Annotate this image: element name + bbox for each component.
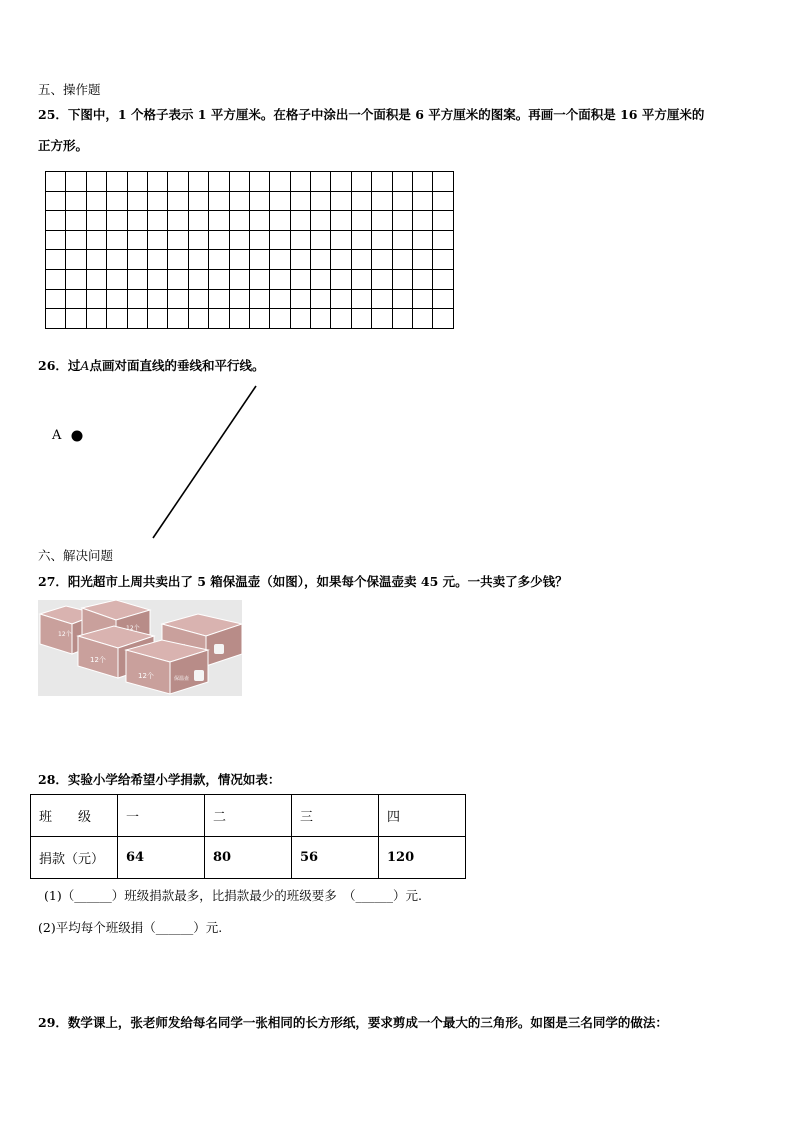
grid-cell[interactable] — [270, 172, 290, 192]
grid-cell[interactable] — [86, 250, 106, 270]
grid-cell[interactable] — [66, 269, 86, 289]
question-25-line1: 25．下图中，1 个格子表示 1 平方厘米。在格子中涂出一个面积是 6 平方厘米的图案。再画一个面积是 16 平方厘米的 — [38, 107, 705, 122]
grid-cell[interactable] — [311, 309, 331, 329]
grid-cell[interactable] — [107, 191, 127, 211]
grid-cell[interactable] — [147, 250, 167, 270]
grid-cell[interactable] — [392, 269, 412, 289]
grid-cell[interactable] — [290, 191, 310, 211]
grid-cell[interactable] — [86, 309, 106, 329]
grid-cell[interactable] — [270, 191, 290, 211]
grid-cell[interactable] — [86, 289, 106, 309]
question-29-text: 29．数学课上，张老师发给每名同学一张相同的长方形纸，要求剪成一个最大的三角形。如图是三名同学的做法： — [38, 1015, 668, 1030]
grid-cell[interactable] — [209, 211, 229, 231]
grid-cell[interactable] — [168, 230, 188, 250]
grid-cell[interactable] — [372, 211, 392, 231]
grid-cell[interactable] — [127, 211, 147, 231]
grid-cell[interactable] — [107, 250, 127, 270]
grid-cell[interactable] — [372, 269, 392, 289]
grid-cell[interactable] — [311, 191, 331, 211]
grid-cell[interactable] — [249, 191, 269, 211]
grid-row — [46, 269, 454, 289]
grid-cell[interactable] — [413, 191, 433, 211]
point-a-label: A — [52, 428, 62, 443]
grid-cell[interactable] — [331, 289, 351, 309]
grid-cell[interactable] — [168, 172, 188, 192]
grid-cell[interactable] — [168, 269, 188, 289]
grid-cell[interactable] — [290, 172, 310, 192]
grid-cell[interactable] — [351, 269, 371, 289]
grid-cell[interactable] — [249, 250, 269, 270]
grid-row — [46, 309, 454, 329]
grid-cell[interactable] — [290, 250, 310, 270]
question-28-sub1: (1)（______）班级捐款最多，比捐款最少的班级要多 （______）元. — [44, 888, 422, 903]
grid-cell[interactable] — [392, 250, 412, 270]
grid-row — [46, 191, 454, 211]
grid-cell[interactable] — [107, 230, 127, 250]
grid-cell[interactable] — [311, 250, 331, 270]
section-five-title: 五、操作题 — [38, 82, 101, 97]
grid-cell[interactable] — [147, 269, 167, 289]
grid-cell[interactable] — [46, 191, 66, 211]
grid-cell[interactable] — [46, 309, 66, 329]
grid-cell[interactable] — [433, 269, 453, 289]
insulated-pot-boxes-picture — [38, 600, 242, 696]
grid-cell[interactable] — [46, 250, 66, 270]
grid-cell[interactable] — [107, 269, 127, 289]
grid-cell[interactable] — [188, 269, 208, 289]
grid-cell[interactable] — [351, 289, 371, 309]
table-cell: 捐款（元） — [31, 837, 118, 879]
grid-cell[interactable] — [433, 211, 453, 231]
grid-cell[interactable] — [229, 211, 249, 231]
grid-cell[interactable] — [86, 191, 106, 211]
grid-cell[interactable] — [147, 289, 167, 309]
grid-cell[interactable] — [290, 309, 310, 329]
grid-cell[interactable] — [209, 230, 229, 250]
grid-cell[interactable] — [107, 211, 127, 231]
grid-cell[interactable] — [209, 309, 229, 329]
grid-cell[interactable] — [66, 250, 86, 270]
grid-cell[interactable] — [413, 250, 433, 270]
grid-cell[interactable] — [372, 250, 392, 270]
grid-cell[interactable] — [66, 191, 86, 211]
question-28-sub2: (2)平均每个班级捐（______）元. — [38, 920, 223, 935]
grid-cell[interactable] — [107, 309, 127, 329]
grid-cell[interactable] — [127, 172, 147, 192]
grid-cell[interactable] — [372, 289, 392, 309]
grid-cell[interactable] — [188, 172, 208, 192]
grid-cell[interactable] — [168, 211, 188, 231]
question-26-prefix: 26．过 — [38, 358, 81, 373]
grid-row — [46, 230, 454, 250]
grid-cell[interactable] — [168, 250, 188, 270]
section-six-title: 六、解决问题 — [38, 548, 114, 563]
point-a-italic: A — [80, 358, 90, 373]
table-cell: 班 级 — [31, 795, 118, 837]
point-a-dot — [72, 431, 83, 442]
grid-cell[interactable] — [311, 211, 331, 231]
grid-cell[interactable] — [351, 250, 371, 270]
grid-cell[interactable] — [229, 230, 249, 250]
grid-cell[interactable] — [392, 289, 412, 309]
grid-cell[interactable] — [413, 230, 433, 250]
grid-cell[interactable] — [413, 269, 433, 289]
grid-cell[interactable] — [331, 172, 351, 192]
grid-cell[interactable] — [249, 172, 269, 192]
grid-cell[interactable] — [209, 191, 229, 211]
grid-cell[interactable] — [270, 289, 290, 309]
grid-cell[interactable] — [270, 211, 290, 231]
donation-table — [30, 794, 466, 879]
grid-cell[interactable] — [433, 230, 453, 250]
grid-cell[interactable] — [229, 172, 249, 192]
grid-cell[interactable] — [311, 269, 331, 289]
grid-cell[interactable] — [433, 289, 453, 309]
grid-cell[interactable] — [311, 230, 331, 250]
grid-cell[interactable] — [249, 269, 269, 289]
grid-cell[interactable] — [249, 309, 269, 329]
grid-cell[interactable] — [392, 230, 412, 250]
question-26-suffix: 点画对面直线的垂线和平行线。 — [89, 358, 265, 373]
grid-cell[interactable] — [331, 309, 351, 329]
grid-cell[interactable] — [311, 172, 331, 192]
grid-cell[interactable] — [86, 230, 106, 250]
table-row-data — [31, 837, 466, 879]
grid-cell[interactable] — [209, 172, 229, 192]
grid-cell[interactable] — [372, 191, 392, 211]
grid-cell[interactable] — [351, 230, 371, 250]
table-cell: 56 — [292, 837, 379, 879]
perpendicular-figure — [0, 380, 320, 540]
grid-cell[interactable] — [351, 211, 371, 231]
grid-cell[interactable] — [66, 230, 86, 250]
grid-cell[interactable] — [392, 172, 412, 192]
grid-cell[interactable] — [433, 172, 453, 192]
grid-cell[interactable] — [46, 230, 66, 250]
grid-cell[interactable] — [413, 172, 433, 192]
grid-cell[interactable] — [351, 172, 371, 192]
grid-cell[interactable] — [229, 250, 249, 270]
grid-cell[interactable] — [46, 289, 66, 309]
table-cell: 四 — [379, 795, 466, 837]
grid-row — [46, 172, 454, 192]
grid-cell[interactable] — [66, 289, 86, 309]
grid-row — [46, 289, 454, 309]
grid-cell[interactable] — [433, 309, 453, 329]
grid-cell[interactable] — [372, 309, 392, 329]
table-cell: 三 — [292, 795, 379, 837]
grid-cell[interactable] — [66, 172, 86, 192]
grid-cell[interactable] — [331, 191, 351, 211]
table-row-header — [31, 795, 466, 837]
grid-cell[interactable] — [392, 211, 412, 231]
table-cell: 120 — [379, 837, 466, 879]
grid-cell[interactable] — [66, 309, 86, 329]
grid-cell[interactable] — [331, 250, 351, 270]
grid-cell[interactable] — [107, 289, 127, 309]
grid-cell[interactable] — [168, 289, 188, 309]
grid-cell[interactable] — [209, 289, 229, 309]
box-label-1: 12个 — [58, 631, 72, 638]
grid-cell[interactable] — [372, 230, 392, 250]
grid-cell[interactable] — [127, 309, 147, 329]
grid-cell[interactable] — [147, 309, 167, 329]
grid-cell[interactable] — [188, 191, 208, 211]
grid-cell[interactable] — [413, 309, 433, 329]
grid-cell[interactable] — [229, 309, 249, 329]
table-cell: 80 — [205, 837, 292, 879]
grid-cell[interactable] — [188, 230, 208, 250]
grid-cell[interactable] — [290, 211, 310, 231]
question-27-text: 27．阳光超市上周共卖出了 5 箱保温壶（如图），如果每个保温壶卖 45 元。一共卖了多少钱？ — [38, 574, 568, 589]
grid-cell[interactable] — [127, 269, 147, 289]
grid-cell[interactable] — [270, 269, 290, 289]
grid-cell[interactable] — [46, 172, 66, 192]
grid-cell[interactable] — [372, 172, 392, 192]
grid-cell[interactable] — [229, 191, 249, 211]
grid-cell[interactable] — [86, 172, 106, 192]
box-label-5: 12个 — [138, 672, 154, 680]
question-28-text: 28．实验小学给希望小学捐款，情况如表： — [38, 772, 281, 787]
grid-cell[interactable] — [46, 211, 66, 231]
grid-cell[interactable] — [413, 289, 433, 309]
grid-cell[interactable] — [413, 211, 433, 231]
table-cell: 一 — [118, 795, 205, 837]
grid-cell[interactable] — [311, 289, 331, 309]
grid-cell[interactable] — [127, 250, 147, 270]
grid-cell[interactable] — [290, 269, 310, 289]
grid-cell[interactable] — [66, 211, 86, 231]
grid-cell[interactable] — [229, 289, 249, 309]
grid-cell[interactable] — [147, 191, 167, 211]
question-26-text — [38, 356, 264, 374]
grid-cell[interactable] — [433, 191, 453, 211]
grid-cell[interactable] — [229, 269, 249, 289]
square-grid[interactable] — [45, 171, 454, 329]
grid-row — [46, 250, 454, 270]
grid-cell[interactable] — [392, 191, 412, 211]
grid-cell[interactable] — [249, 289, 269, 309]
grid-cell[interactable] — [147, 172, 167, 192]
grid-cell[interactable] — [270, 230, 290, 250]
box-side-label: 保温壶 — [174, 676, 190, 682]
grid-cell[interactable] — [188, 289, 208, 309]
grid-cell[interactable] — [290, 289, 310, 309]
grid-cell[interactable] — [433, 250, 453, 270]
grid-row — [46, 211, 454, 231]
grid-cell[interactable] — [290, 230, 310, 250]
grid-cell[interactable] — [188, 309, 208, 329]
grid-cell[interactable] — [351, 191, 371, 211]
grid-cell[interactable] — [127, 289, 147, 309]
grid-cell[interactable] — [147, 230, 167, 250]
grid-cell[interactable] — [168, 191, 188, 211]
pot-icon-2 — [194, 670, 204, 681]
grid-cell[interactable] — [127, 230, 147, 250]
box-label-3: 12个 — [90, 656, 106, 664]
box-label-2: 12个 — [126, 625, 140, 632]
table-cell: 64 — [118, 837, 205, 879]
grid-cell[interactable] — [331, 269, 351, 289]
grid-cell[interactable] — [107, 172, 127, 192]
grid-cell[interactable] — [249, 230, 269, 250]
grid-cell[interactable] — [188, 250, 208, 270]
grid-cell[interactable] — [249, 211, 269, 231]
grid-cell[interactable] — [351, 309, 371, 329]
pot-icon-1 — [214, 644, 224, 654]
slanted-line — [153, 386, 256, 538]
grid-cell[interactable] — [46, 269, 66, 289]
grid-cell[interactable] — [270, 309, 290, 329]
grid-cell[interactable] — [86, 211, 106, 231]
grid-cell[interactable] — [209, 269, 229, 289]
grid-cell[interactable] — [270, 250, 290, 270]
table-cell: 二 — [205, 795, 292, 837]
grid-cell[interactable] — [331, 211, 351, 231]
grid-cell[interactable] — [147, 211, 167, 231]
grid-cell[interactable] — [168, 309, 188, 329]
grid-cell[interactable] — [209, 250, 229, 270]
grid-cell[interactable] — [392, 309, 412, 329]
grid-cell[interactable] — [127, 191, 147, 211]
grid-cell[interactable] — [331, 230, 351, 250]
grid-cell[interactable] — [188, 211, 208, 231]
question-25-line2: 正方形。 — [38, 138, 89, 153]
grid-cell[interactable] — [86, 269, 106, 289]
